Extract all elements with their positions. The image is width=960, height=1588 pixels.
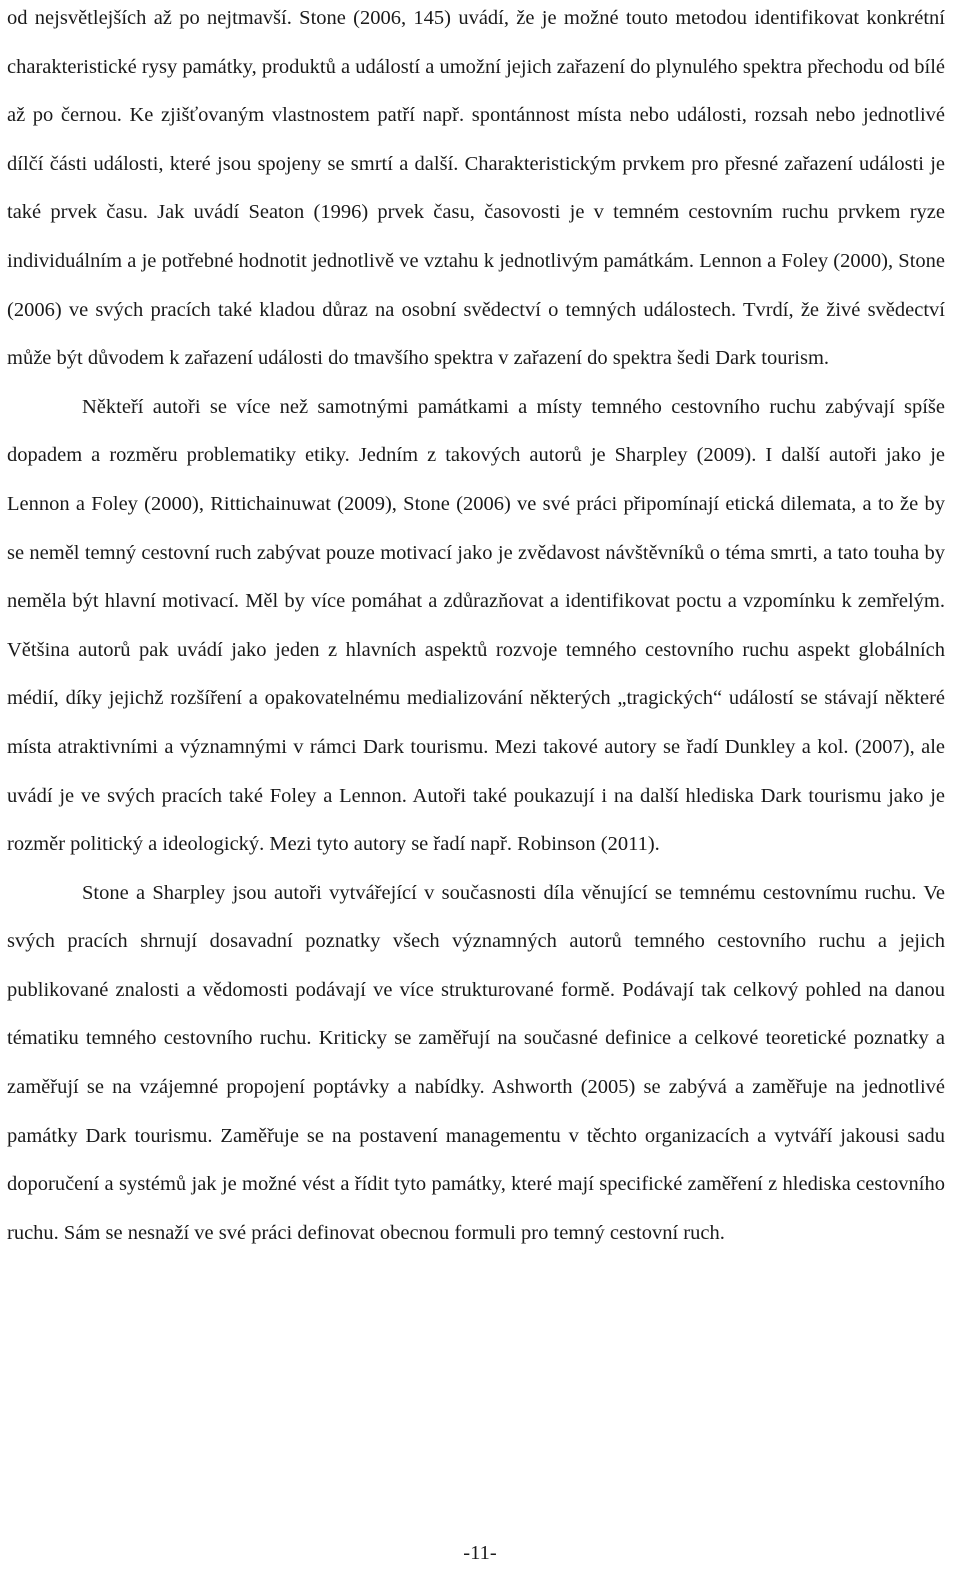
page-number: -11- [463,1542,497,1564]
paragraph-stone-sharpley: Stone a Sharpley jsou autoři vytvářející v současnosti díla věnující se temnému cestovnímu ruchu. Ve svých pracích shrnují dosavadní poznatky všech významných autorů temného cestovního ruchu a jejich publikované znalosti a vědomosti podávají ve více strukturované formě. Podávají tak celkový pohled na danou tématiku temného cestovního ruchu. Kriticky se zaměřují na současné definice a celkové teoretické poznatky a zaměřují se na vzájemné propojení poptávky a nabídky. Ashworth (2005) se zabývá a zaměřuje na jednotlivé památky Dark tourismu. Zaměřuje se na postavení managementu v těchto organizacích a vytváří jakousi sadu doporučení a systémů jak je možné vést a řídit tyto památky, které mají specifické zaměření z hlediska cestovního ruchu. Sám se nesnaží ve své práci definovat obecnou formuli pro temný cestovní ruch. [7,881,945,1244]
document-page [7,0,945,1257]
paragraph-continuation: od nejsvětlejších až po nejtmavší. Stone (2006, 145) uvádí, že je možné touto metodou identifikovat konkrétní charakteristické rysy památky, produktů a událostí a umožní jejich zařazení do plynulého spektra přechodu od bílé až po černou. Ke zjišťovaným vlastnostem patří např. spontánnost místa nebo události, rozsah nebo jednotlivé dílčí části události, které jsou spojeny se smrtí a další. Charakteristickým prvkem pro přesné zařazení události je také prvek času. Jak uvádí Seaton (1996) prvek času, časovosti je v temném cestovním ruchu prvkem ryze individuálním a je potřebné hodnotit jednotlivě ve vztahu k jednotlivým památkám. Lennon a Foley (2000), Stone (2006) ve svých pracích také kladou důraz na osobní svědectví o temných událostech. Tvrdí, že živé svědectví může být důvodem k zařazení události do tmavšího spektra v zařazení do spektra šedi Dark tourism. [7,7,945,370]
paragraph-ethics: Někteří autoři se více než samotnými památkami a místy temného cestovního ruchu zabývají spíše dopadem a rozměru problematiky etiky. Jedním z takových autorů je Sharpley (2009). I další autoři jako je Lennon a Foley (2000), Rittichainuwat (2009), Stone (2006) ve své práci připomínají etická dilemata, a to že by se neměl temný cestovní ruch zabývat pouze motivací jako je zvědavost návštěvníků o téma smrti, a tato touha by neměla být hlavní motivací. Měl by více pomáhat a zdůrazňovat a identifikovat poctu a vzpomínku k zemřelým. Většina autorů pak uvádí jako jeden z hlavních aspektů rozvoje temného cestovního ruchu aspekt globálních médií, díky jejichž rozšíření a opakovatelnému medializování některých „tragických“ událostí se stávají některé místa atraktivními a významnými v rámci Dark tourismu. Mezi takové autory se řadí Dunkley a kol. (2007), ale uvádí je ve svých pracích také Foley a Lennon. Autoři také poukazují i na další hlediska Dark tourismu jako je rozměr politický a ideologický. Mezi tyto autory se řadí např. Robinson (2011). [7,395,945,856]
